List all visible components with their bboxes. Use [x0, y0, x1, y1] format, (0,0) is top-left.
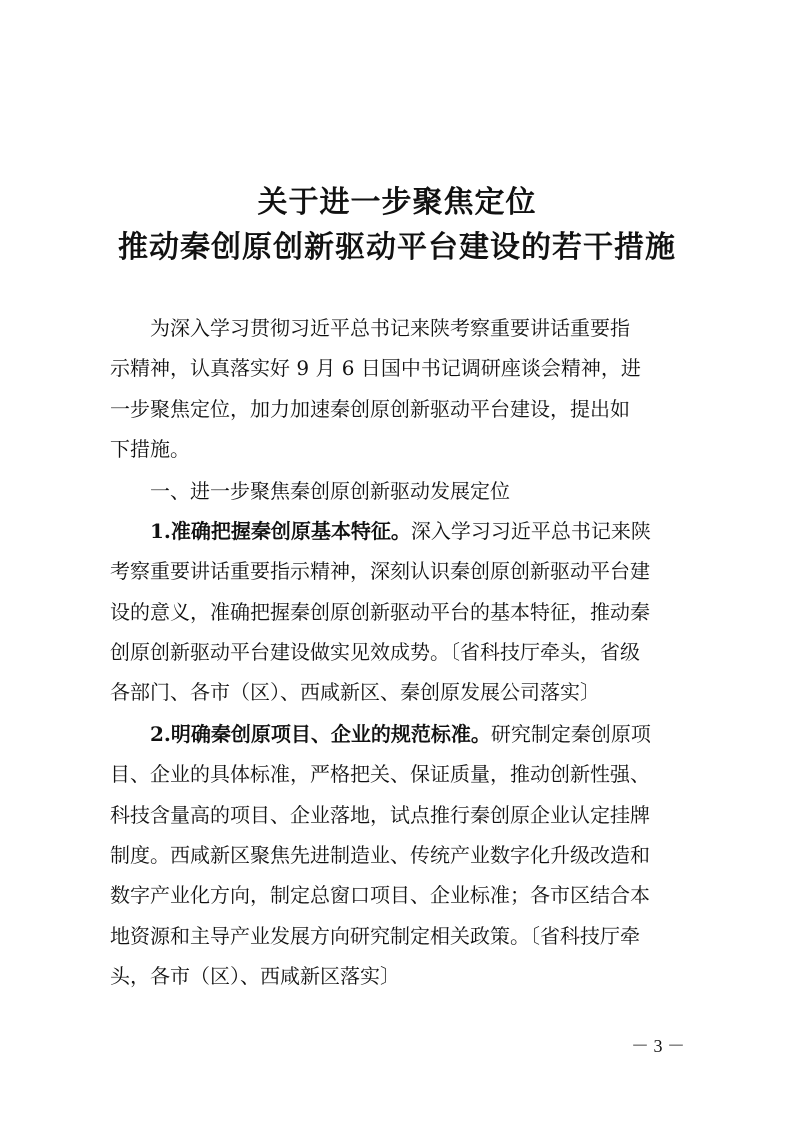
- body-text-line: 数字产业化方向，制定总窗口项目、企业标准；各市区结合本: [110, 883, 650, 907]
- body-text-line: 目、企业的具体标准，严格把关、保证质量，推动创新性强、: [110, 762, 650, 786]
- body-text-line: 各部门、各市（区）、西咸新区、秦创原发展公司落实〕: [110, 680, 600, 704]
- body-text-line: 一步聚焦定位，加力加速秦创原创新驱动平台建设，提出如: [110, 397, 630, 421]
- item-2-line: [150, 719, 651, 749]
- body-text-line: 考察重要讲话重要指示精神，深刻认识秦创原创新驱动平台建: [110, 559, 650, 583]
- item-1-heading: 1.准确把握秦创原基本特征。: [150, 519, 411, 543]
- body-text-line: 制度。西咸新区聚焦先进制造业、传统产业数字化升级改造和: [110, 843, 650, 867]
- page-number: － 3 －: [631, 1036, 685, 1056]
- item-2-text: 研究制定秦创原项: [490, 722, 651, 746]
- section-heading: 一、进一步聚焦秦创原创新驱动发展定位: [150, 479, 510, 503]
- body-text-line: 设的意义，准确把握秦创原创新驱动平台的基本特征，推动秦: [110, 600, 650, 624]
- body-text-line: 地资源和主导产业发展方向研究制定相关政策。〔省科技厅牵: [110, 924, 640, 948]
- body-text-line: 创原创新驱动平台建设做实见效成势。〔省科技厅牵头，省级: [110, 640, 640, 664]
- body-text-line: 下措施。: [110, 437, 190, 461]
- document-title-line-2: 推动秦创原创新驱动平台建设的若干措施: [118, 230, 676, 265]
- item-1-text: 深入学习习近平总书记来陕: [410, 519, 651, 543]
- item-2-heading: 2.明确秦创原项目、企业的规范标准。: [150, 722, 491, 746]
- document-title-line-1: 关于进一步聚焦定位: [257, 185, 537, 220]
- body-text-line: 示精神，认真落实好 9 月 6 日国中书记调研座谈会精神，进: [110, 356, 641, 380]
- item-1-line: [150, 516, 651, 546]
- body-text-line: 为深入学习贯彻习近平总书记来陕考察重要讲话重要指: [150, 316, 630, 340]
- body-text-line: 头，各市（区）、西咸新区落实〕: [110, 964, 400, 988]
- body-text-line: 科技含量高的项目、企业落地，试点推行秦创原企业认定挂牌: [110, 803, 650, 827]
